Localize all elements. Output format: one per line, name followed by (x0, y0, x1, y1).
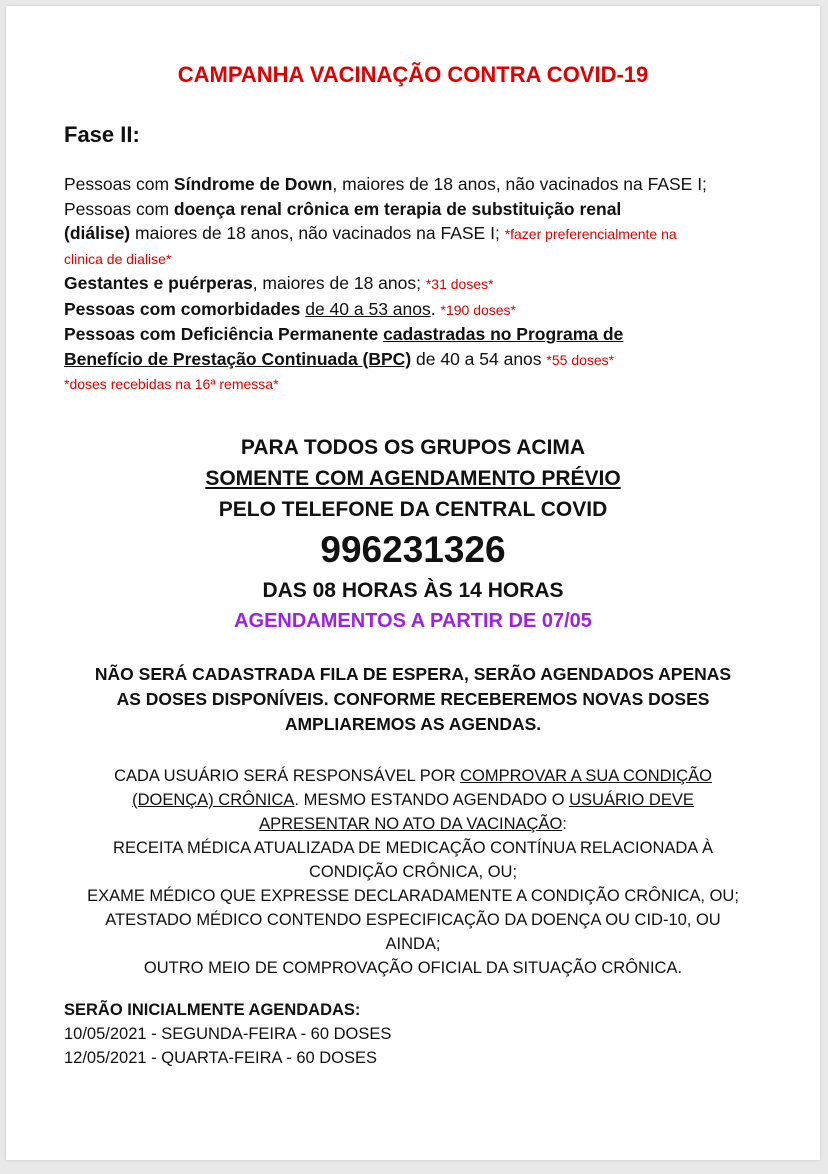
document-page (6, 6, 820, 1160)
comorbidities-doses-note: *190 doses* (440, 301, 517, 318)
schedule-item: 10/05/2021 - SEGUNDA-FEIRA - 60 DOSES (64, 1025, 392, 1043)
schedule-item: 12/05/2021 - QUARTA-FEIRA - 60 DOSES (64, 1049, 378, 1067)
group-disability-line2: Benefício de Prestação Continuada (BPC) de 40 a 54 anos *55 doses* (64, 348, 615, 369)
group-disability-line1: Pessoas com Deficiência Permanente cadastradas no Programa de (64, 324, 624, 344)
eligible-groups (64, 172, 779, 397)
booking-line1: PARA TODOS OS GRUPOS ACIMA (240, 436, 586, 459)
waitlist-warning: NÃO SERÁ CADASTRADA FILA DE ESPERA, SERÃO AGENDADOS APENAS AS DOSES DISPONÍVEIS. CONFORME RECEBEREMOS NOVAS DOSES AMPLIAREMOS AS AGENDAS. (94, 664, 732, 734)
disability-doses-note: *55 doses* (546, 351, 615, 368)
group-comorbidities: Pessoas com comorbidades de 40 a 53 anos. *190 doses* (64, 298, 517, 319)
dialysis-note-cont: clinica de dialise* (64, 250, 172, 267)
user-responsibility: CADA USUÁRIO SERÁ RESPONSÁVEL POR COMPROVAR A SUA CONDIÇÃO (DOENÇA) CRÔNICA. MESMO ESTANDO AGENDADO O USUÁRIO DEVE APRESENTAR NO ATO DA VACINAÇÃO: RECEITA MÉDICA ATUALIZADA DE MEDICAÇÃO CONTÍNUA RELACIONADA À CONDIÇÃO CRÔNICA, OU; EXAME MÉDICO QUE EXPRESSE DECLARADAMENTE A CONDIÇÃO CRÔNICA, OU; ATESTADO MÉDICO CONTENDO ESPECIFICAÇÃO DA DOENÇA OU CID-10, OU AINDA; OUTRO MEIO DE COMPROVAÇÃO OFICIAL DA SITUAÇÃO CRÔNICA. (87, 767, 739, 977)
group-pregnant: Gestantes e puérperas, maiores de 18 anos; *31 doses* (64, 273, 494, 293)
phone-number: 996231326 (320, 529, 506, 570)
group-renal-line2: (diálise) maiores de 18 anos, não vacinados na FASE I; *fazer preferencialmente na (64, 223, 677, 243)
doses-footnote: *doses recebidas na 16ª remessa* (64, 376, 279, 392)
pregnant-doses-note: *31 doses* (425, 276, 494, 292)
booking-start-date: AGENDAMENTOS A PARTIR DE 07/05 (234, 610, 592, 632)
schedule-list (64, 998, 391, 1070)
group-renal-line1: Pessoas com doença renal crônica em terapia de substituição renal (64, 198, 622, 219)
document-title: CAMPANHA VACINAÇÃO CONTRA COVID-19 (177, 62, 649, 87)
phase-heading: Fase II: (64, 122, 140, 147)
booking-line3: PELO TELEFONE DA CENTRAL COVID (218, 498, 608, 521)
booking-hours: DAS 08 HORAS ÀS 14 HORAS (262, 579, 564, 602)
booking-line2: SOMENTE COM AGENDAMENTO PRÉVIO (205, 467, 621, 490)
dialysis-note: *fazer preferencialmente na (504, 226, 677, 242)
group-down-syndrome: Pessoas com Síndrome de Down, maiores de 18 anos, não vacinados na FASE I; (64, 174, 707, 194)
booking-info (6, 432, 820, 637)
schedule-heading: SERÃO INICIALMENTE AGENDADAS: (64, 1001, 361, 1019)
